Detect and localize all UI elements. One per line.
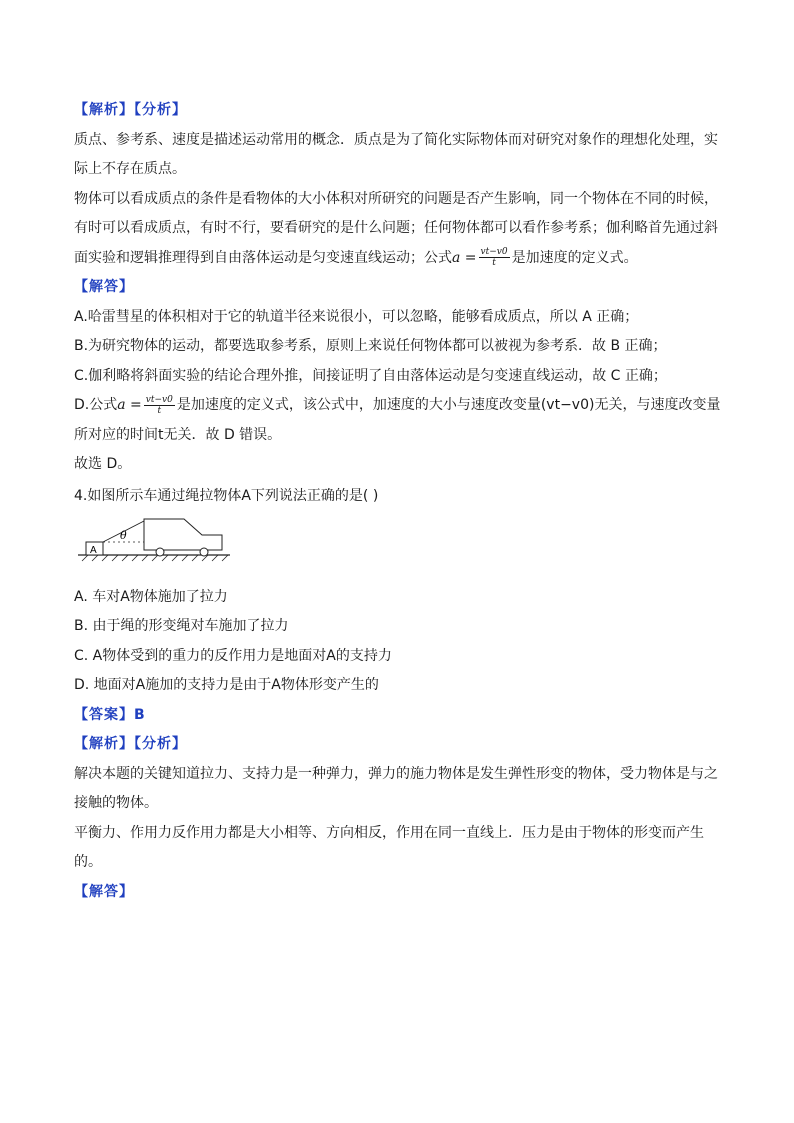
- fraction-numerator-2: vt−v0: [145, 394, 173, 405]
- acceleration-fraction: [479, 247, 510, 268]
- solution-c: C.伽利略将斜面实验的结论合理外推，间接证明了自由落体运动是匀变速直线运动，故 C 正确；: [74, 367, 667, 384]
- analysis-paragraph-2-tail: 是加速度的定义式。: [511, 249, 638, 266]
- fraction-numerator: vt−v0: [480, 247, 508, 257]
- formula-lhs-2: a =: [117, 397, 142, 413]
- solution-choice: 故选 D。: [74, 456, 132, 472]
- car-wheel-rear: [200, 548, 208, 556]
- analysis-paragraph-2: [74, 185, 724, 274]
- option-a: A. 车对A物体施加了拉力: [74, 588, 228, 605]
- car-body: [144, 519, 222, 550]
- acceleration-fraction-2: [144, 395, 175, 416]
- solution-heading: 【解答】: [74, 279, 134, 295]
- answer-line: 【答案】B: [74, 706, 146, 723]
- solution-b: B.为研究物体的运动，都要选取参考系，原则上来说任何物体都可以被视为参考系．故 B 正确；: [74, 338, 667, 354]
- car-wheel-front: [156, 548, 164, 556]
- analysis-paragraph-2-text: 物体可以看成质点的条件是看物体的大小体积对所研究的问题是否产生影响，同一个物体在不同的时候，有时可以看成质点，有时不行，要看研究的是什么问题；任何物体都可以看作参考系；伽利略首先通过斜面实验和逻辑推理得到自由落体运动是匀变速直线运动；公式: [74, 190, 718, 266]
- solution-d-prefix: D.公式: [74, 397, 118, 413]
- block-a-label: A: [90, 545, 97, 556]
- option-c: C. A物体受到的重力的反作用力是地面对A的支持力: [74, 647, 392, 664]
- theta-label: θ: [120, 529, 127, 542]
- analysis-paragraph-1: 质点、参考系、速度是描述运动常用的概念．质点是为了简化实际物体而对研究对象作的理想化处理，实际上不存在质点。: [74, 131, 718, 177]
- analysis-2-paragraph-2: 平衡力、作用力反作用力都是大小相等、方向相反，作用在同一直线上．压力是由于物体的形变而产生的。: [74, 824, 704, 870]
- option-b: B. 由于绳的形变绳对车施加了拉力: [74, 618, 289, 634]
- solution-heading-2: 【解答】: [74, 883, 134, 900]
- formula-lhs: a =: [452, 249, 477, 266]
- fraction-denominator: t: [492, 258, 496, 268]
- fraction-denominator-2: t: [157, 405, 162, 416]
- solution-a: A.哈雷彗星的体积相对于它的轨道半径来说很小，可以忽略，能够看成质点，所以 A 正确；: [74, 308, 639, 325]
- car-rope-figure: [76, 515, 236, 565]
- solution-d: [74, 391, 724, 450]
- solution-d-text: 是加速度的定义式，该公式中，加速度的大小与速度改变量(vt−v0)无关，与速度改变量所对应的时间t无关．故 D 错误。: [74, 397, 721, 443]
- analysis-2-paragraph-1: 解决本题的关键知道拉力、支持力是一种弹力，弹力的施力物体是发生弹性形变的物体，受力物体是与之接触的物体。: [74, 765, 718, 811]
- option-d: D. 地面对A施加的支持力是由于A物体形变产生的: [74, 677, 379, 693]
- question-4-stem: 4.如图所示车通过绳拉物体A下列说法正确的是( ): [74, 487, 379, 504]
- document-page: [74, 96, 724, 907]
- analysis-heading-2: 【解析】【分析】: [74, 736, 187, 752]
- analysis-heading: 【解析】【分析】: [74, 102, 187, 118]
